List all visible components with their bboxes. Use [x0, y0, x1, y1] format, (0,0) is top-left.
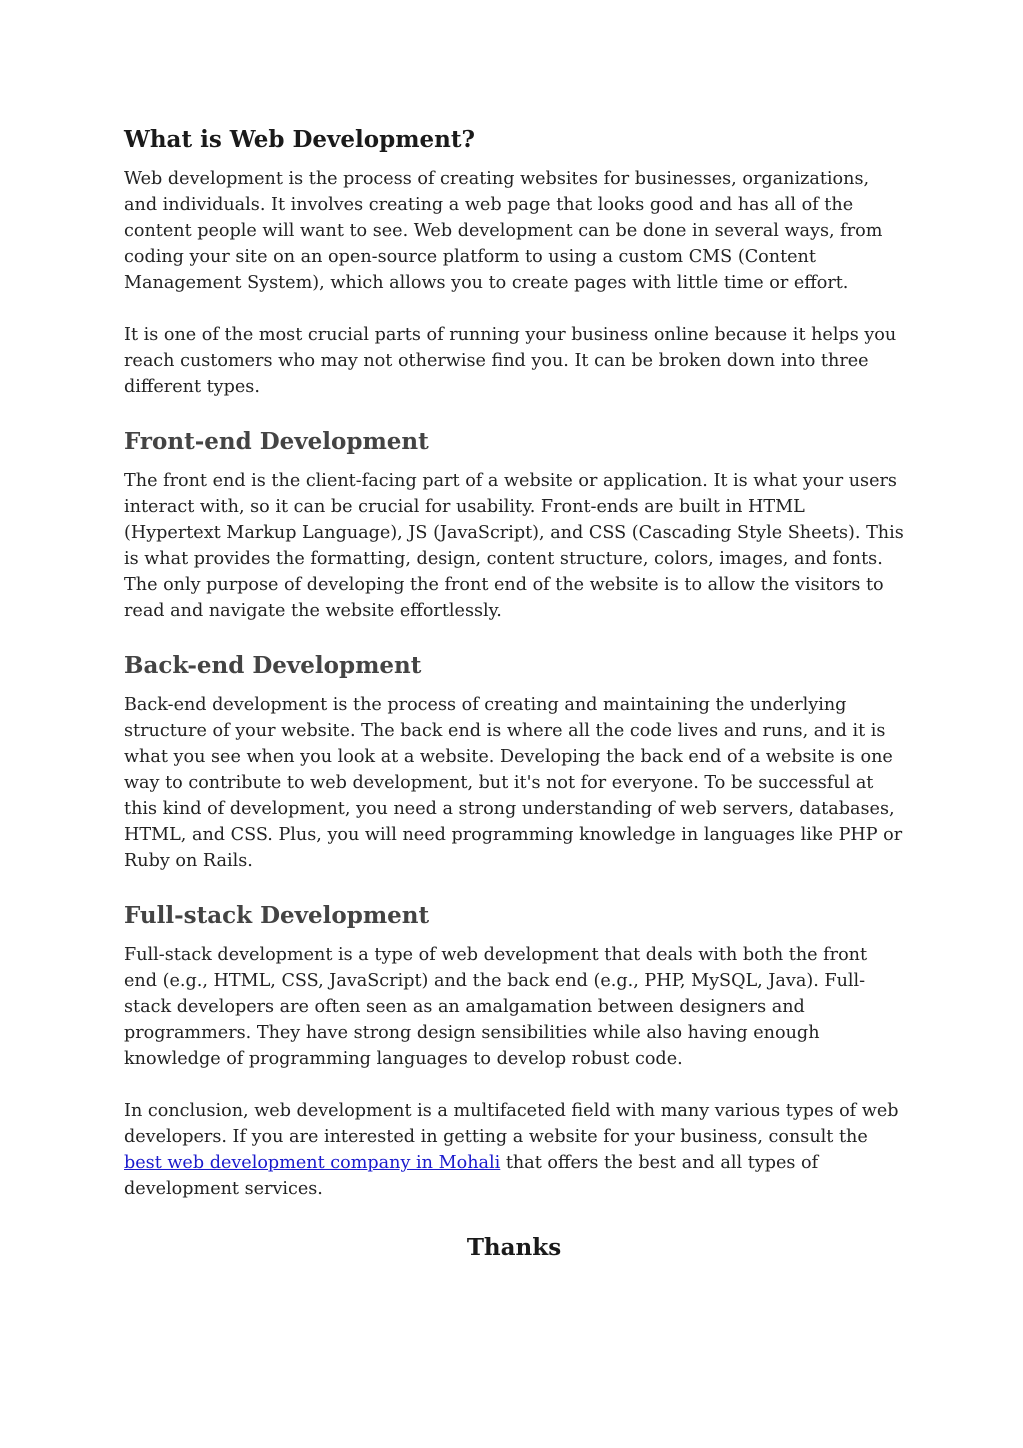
section-spacer [124, 400, 904, 426]
frontend-paragraph: The front end is the client-facing part of a website or application. It is what your users interact with, so it can be crucial for usability. Front-ends are built in HTML (Hypertext Markup Language), JS (JavaScript), and CSS (Cascading Style Sheets). This is what provides the formatting, design, content structure, colors, images, and fonts. The only purpose of developing the front end of the website is to allow the visitors to read and navigate the website effortlessly. [124, 471, 904, 621]
conclusion-text-after-link: that offers the best and all types of development services. [124, 1153, 819, 1199]
section-spacer [124, 624, 904, 650]
paragraph-spacer [124, 1072, 904, 1098]
backend-heading: Back-end Development [124, 652, 422, 679]
conclusion-text-before-link: In conclusion, web development is a multifaceted field with many various types of web developers. If you are interested in getting a website for your business, consult the [124, 1101, 899, 1147]
frontend-heading: Front-end Development [124, 428, 429, 455]
thanks-heading: Thanks [466, 1234, 562, 1261]
fullstack-heading: Full-stack Development [124, 902, 430, 929]
document-page [124, 124, 904, 1264]
page-title: What is Web Development? [124, 126, 475, 153]
paragraph-spacer [124, 296, 904, 322]
intro-paragraph-2: It is one of the most crucial parts of running your business online because it helps you reach customers who may not otherwise find you. It can be broken down into three different types. [124, 325, 897, 397]
company-link[interactable]: best web development company in Mohali [124, 1153, 501, 1173]
section-spacer [124, 874, 904, 900]
backend-paragraph: Back-end development is the process of creating and maintaining the underlying structure of your website. The back end is where all the code lives and runs, and it is what you see when you look at a website. Developing the back end of a website is one way to contribute to web development, but it's not for everyone. To be successful at this kind of development, you need a strong understanding of web servers, databases, HTML, and CSS. Plus, you will need programming knowledge in languages like PHP or Ruby on Rails. [124, 695, 903, 871]
fullstack-paragraph: Full-stack development is a type of web development that deals with both the front end (e.g., HTML, CSS, JavaScript) and the back end (e.g., PHP, MySQL, Java). Full-stack developers are often seen as an amalgamation between designers and programmers. They have strong design sensibilities while also having enough knowledge of programming languages to develop robust code. [124, 945, 868, 1069]
intro-paragraph-1: Web development is the process of creating websites for businesses, organizations, and individuals. It involves creating a web page that looks good and has all of the content people will want to see. Web development can be done in several ways, from coding your site on an open-source platform to using a custom CMS (Content Management System), which allows you to create pages with little time or effort. [124, 169, 883, 293]
conclusion-paragraph [124, 1098, 904, 1202]
section-spacer [124, 1202, 904, 1232]
